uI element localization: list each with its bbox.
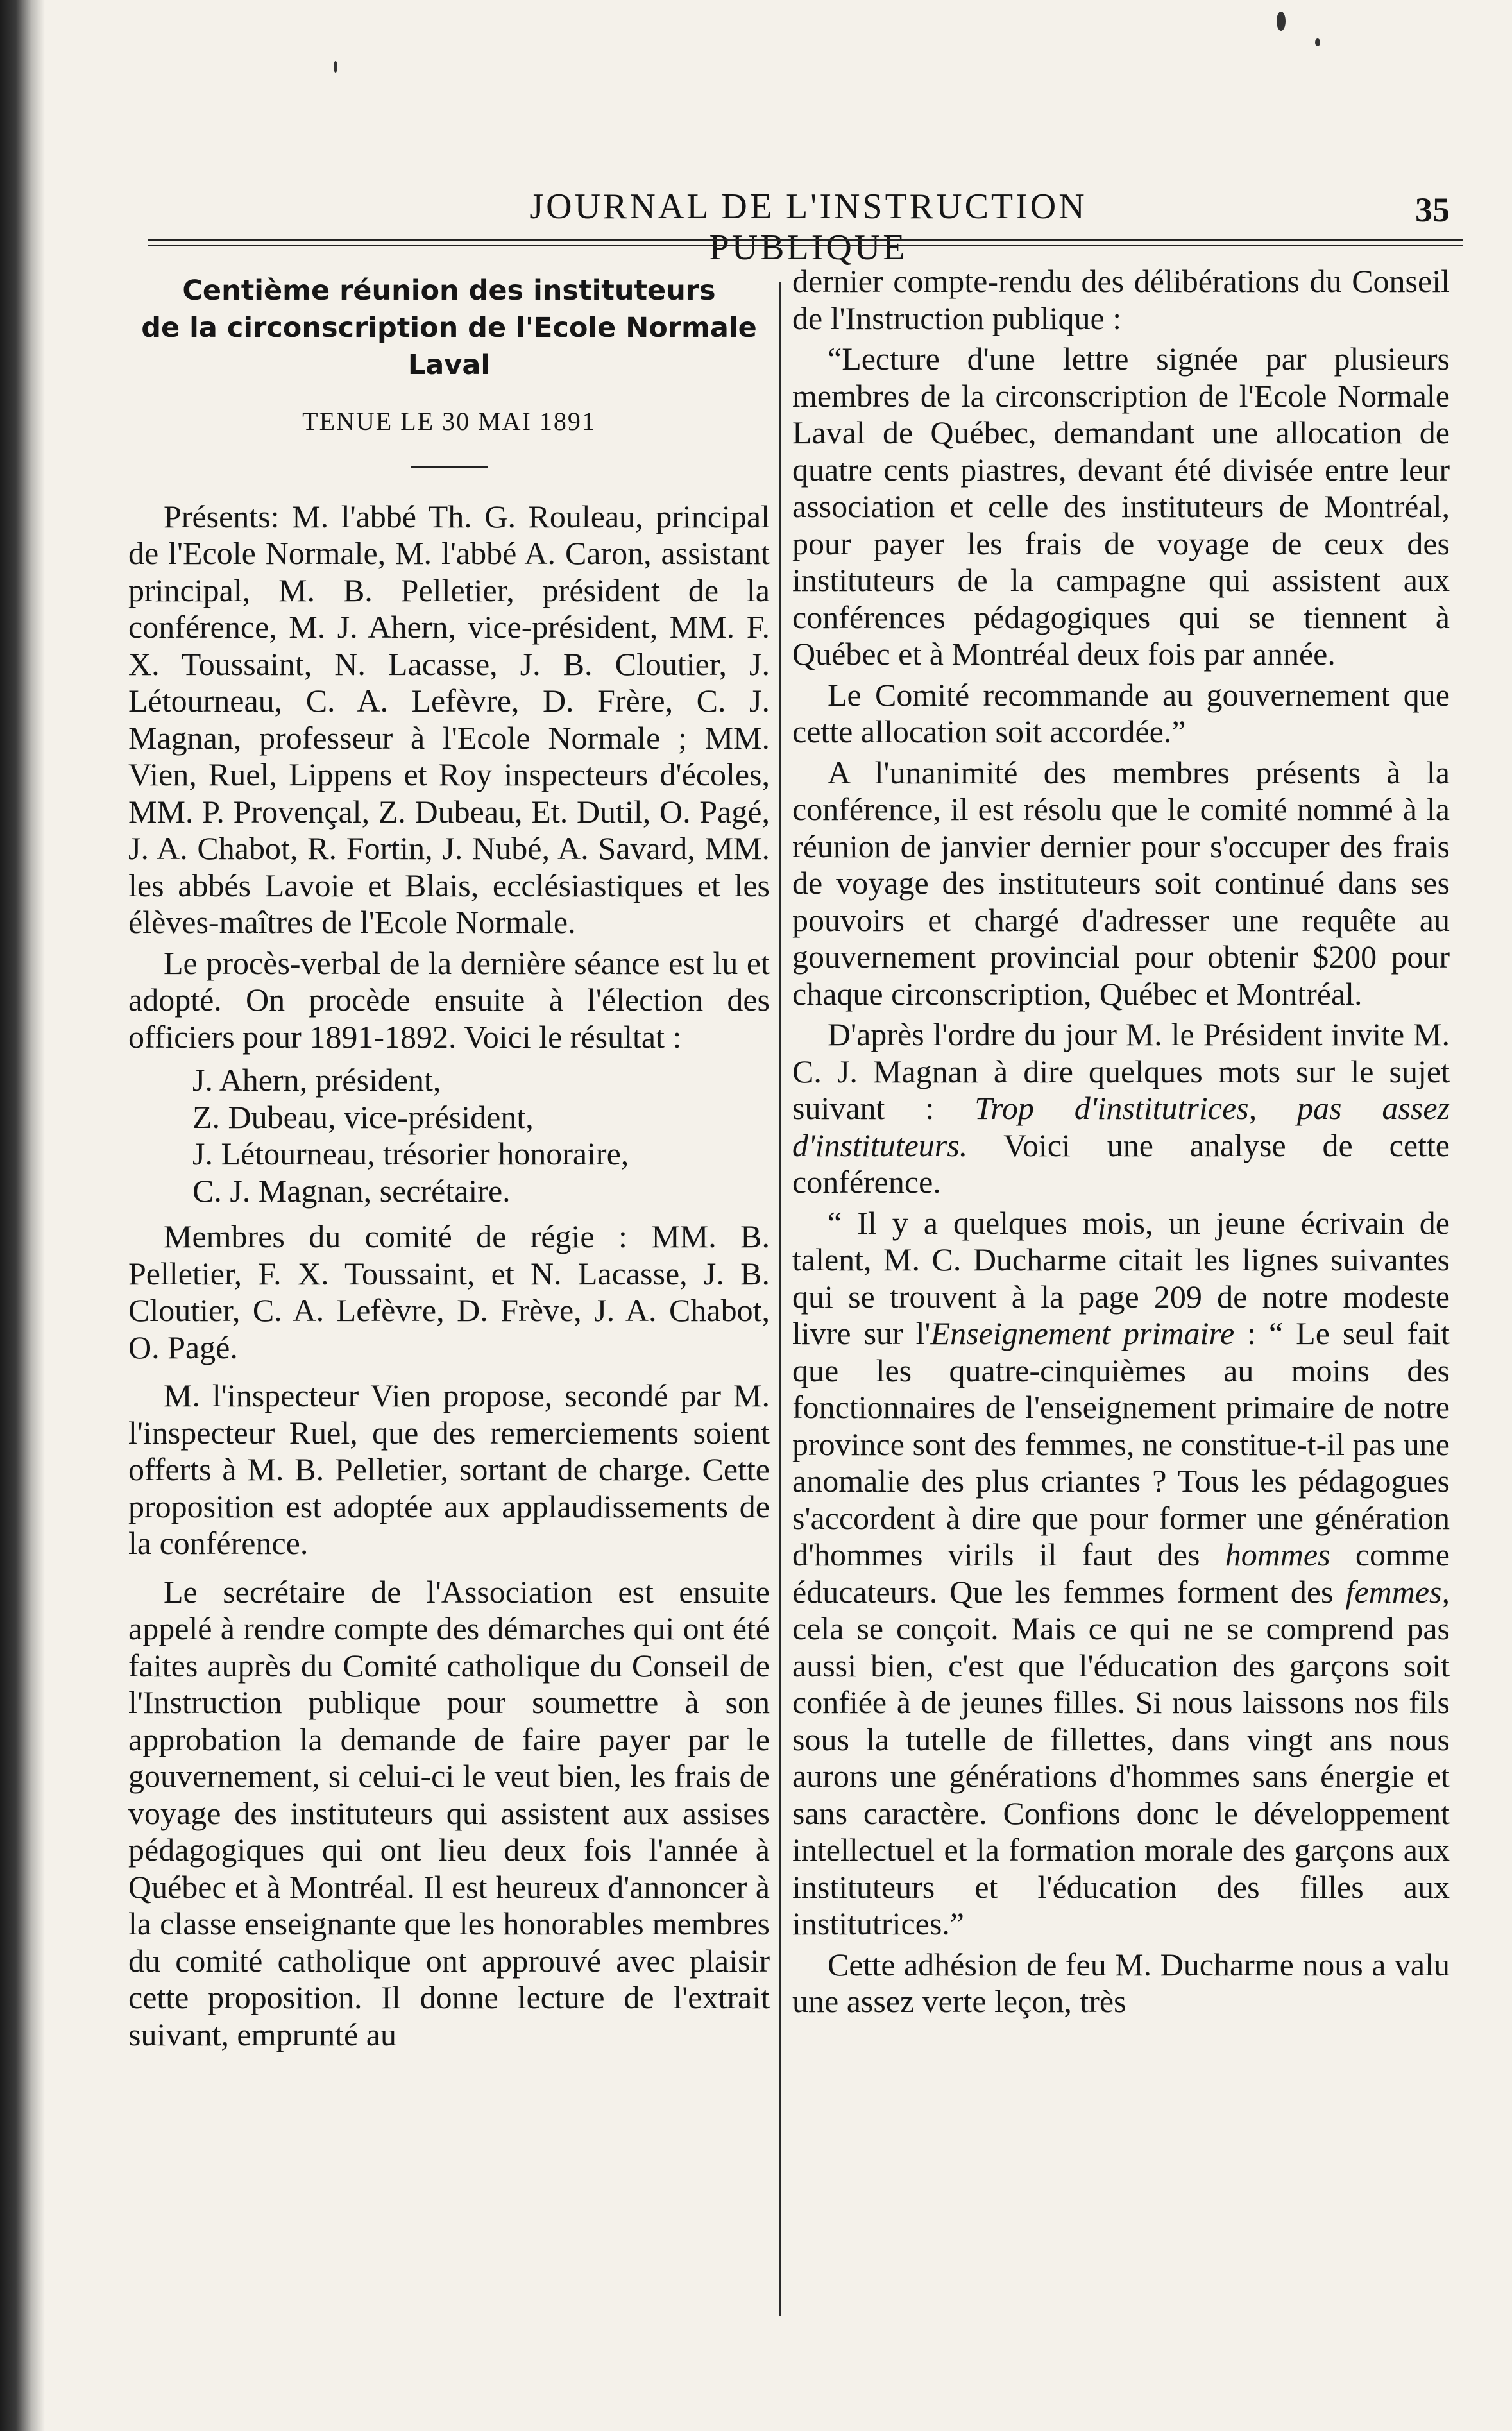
emphasis-hommes: hommes	[1225, 1537, 1330, 1573]
short-rule	[411, 466, 488, 468]
left-column	[128, 263, 770, 2057]
article-title-line-2: de la circonscription de l'Ecole Normale Laval	[141, 312, 757, 381]
quote-part-b: : “ Le seul fait que les quatre-cinquièmes au moins des fonctionnaires de l'enseignement primaire de notre province sont des femmes, ne constitue-t-il pas une anomalie des plus criantes ? Tous les pédagogues s'accordent à dire que pour former une génération d'hommes virils il faut des	[792, 1315, 1450, 1573]
scan-edge-shadow	[0, 0, 45, 2431]
agenda-text-end: Voici une analyse de cette conférence.	[792, 1127, 1450, 1200]
agenda-text: D'après l'ordre du jour M. le Président invite M. C. J. Magnan à dire quelques mots sur le sujet suivant :	[792, 1016, 1450, 1126]
paragraph-recommendation: Le Comité recommande au gouvernement que cette allocation soit accordée.”	[792, 676, 1450, 749]
paragraph-attendees: Présents: M. l'abbé Th. G. Rouleau, principal de l'Ecole Normale, M. l'abbé A. Caron, assistant principal, M. B. Pelletier, président de la conférence, M. J. Ahern, vice-président, MM. F. X. Toussaint, N. Lacasse, J. B. Cloutier, J. Létourneau, C. A. Lefèvre, D. Frère, C. J. Magnan, professeur à l'Ecole Normale ; MM. Vien, Ruel, Lippens et Roy inspecteurs d'écoles, MM. P. Provençal, Z. Dubeau, Et. Dutil, O. Pagé, J. A. Chabot, R. Fortin, J. Nubé, A. Savard, MM. les abbés Lavoie et Blais, ecclésiastiques et les élèves-maîtres de l'Ecole Normale.	[128, 498, 770, 940]
quote-part-c: comme éducateurs. Que les femmes forment des	[792, 1537, 1450, 1610]
paragraph-continuation: dernier compte-rendu des délibérations du Conseil de l'Instruction publique :	[792, 263, 1450, 336]
article-title-line-1: Centième réunion des instituteurs	[182, 275, 716, 307]
header-double-rule	[148, 239, 1463, 246]
officers-list	[192, 1062, 770, 1209]
page-number: 35	[1415, 191, 1450, 229]
paragraph-thanks: M. l'inspecteur Vien propose, secondé par M. l'inspecteur Ruel, que des remerciements soient offerts à M. B. Pelletier, sortant de charge. Cette proposition est adoptée aux applaudissements de la conférence.	[128, 1378, 770, 1561]
ink-speck	[334, 61, 337, 73]
paragraph-letter: “Lecture d'une lettre signée par plusieurs membres de la circonscription de l'Ecole Normale Laval de Québec, demandant une allocation de quatre cents piastres, devant été divisée entre leur association et celle des instituteurs de Montréal, pour payer les frais de voyage de ceux des instituteurs de la campagne qui assistent aux conférences pédagogiques qui se tiennent à Québec et à Montréal deux fois par année.	[792, 341, 1450, 672]
running-title: JOURNAL DE L'INSTRUCTION PUBLIQUE	[529, 187, 1087, 268]
officer-item: Z. Dubeau, vice-président,	[192, 1098, 534, 1135]
paragraph-quotation	[792, 1205, 1450, 1943]
lecture-topic: Trop d'institutrices, pas assez d'instituteurs.	[792, 1090, 1450, 1163]
emphasis-femmes: femmes,	[1345, 1573, 1450, 1610]
paragraph-secretary: Le secrétaire de l'Association est ensuite appelé à rendre compte des démarches qui ont été faites auprès du Comité catholique du Conseil de l'Instruction publique pour soumettre à son approbation la demande de faire payer par le gouvernement, si celui-ci le veut bien, les frais de voyage des instituteurs qui assistent aux assises pédagogiques qui ont lieu deux fois l'année à Québec et à Montréal. Il est heureux d'annoncer à la classe enseignante que les honorables membres du comité catholique ont approuvé avec plaisir cette proposition. Il donne lecture de l'extrait suivant, emprunté au	[128, 1573, 770, 2052]
quote-part-d: cela se conçoit. Mais ce qui ne se comprend pas aussi bien, c'est que l'éducation des garçons soit confiée à de jeunes filles. Si nous laissons nos fils sous la tutelle de fillettes, dans vingt ans nous aurons une générations d'hommes sans énergie et sans caractère. Confions donc le développement intellectuel et la formation morale des garçons aux instituteurs et l'éducation des filles aux institutrices.”	[792, 1610, 1450, 1941]
paragraph-committee: Membres du comité de régie : MM. B. Pelletier, F. X. Toussaint, et N. Lacasse, J. B. Cloutier, C. A. Lefèvre, D. Frève, J. A. Chabot, O. Pagé.	[128, 1218, 770, 1365]
ink-speck	[1315, 38, 1320, 46]
paragraph-resolution: A l'unanimité des membres présents à la conférence, il est résolu que le comité nommé à la réunion de janvier dernier pour s'occuper des frais de voyage des instituteurs soit continué dans ses pouvoirs et chargé d'adresser une requête au gouvernement provincial pour obtenir $200 pour chaque circonscription, Québec et Montréal.	[792, 754, 1450, 1012]
quote-part-a: “ Il y a quelques mois, un jeune écrivain de talent, M. C. Ducharme citait les lignes suivantes qui se trouvent à la page 209 de notre modeste livre sur l'	[792, 1204, 1450, 1351]
right-column	[792, 263, 1450, 2024]
article-title	[128, 272, 770, 384]
officer-item: J. Ahern, président,	[192, 1062, 441, 1098]
book-title: Enseignement primaire	[930, 1315, 1235, 1351]
officer-item: C. J. Magnan, secrétaire.	[192, 1172, 511, 1209]
paragraph-agenda	[792, 1016, 1450, 1201]
column-divider	[779, 282, 781, 2316]
paragraph-minutes: Le procès-verbal de la dernière séance est lu et adopté. On procède ensuite à l'élection des officiers pour 1891-1892. Voici le résultat :	[128, 944, 770, 1055]
officer-item: J. Létourneau, trésorier honoraire,	[192, 1136, 629, 1172]
ink-speck	[1277, 12, 1286, 31]
article-dateline: TENUE LE 30 MAI 1891	[302, 407, 596, 436]
paragraph-closing: Cette adhésion de feu M. Ducharme nous a valu une assez verte leçon, très	[792, 1946, 1450, 2019]
running-head	[148, 186, 1463, 268]
